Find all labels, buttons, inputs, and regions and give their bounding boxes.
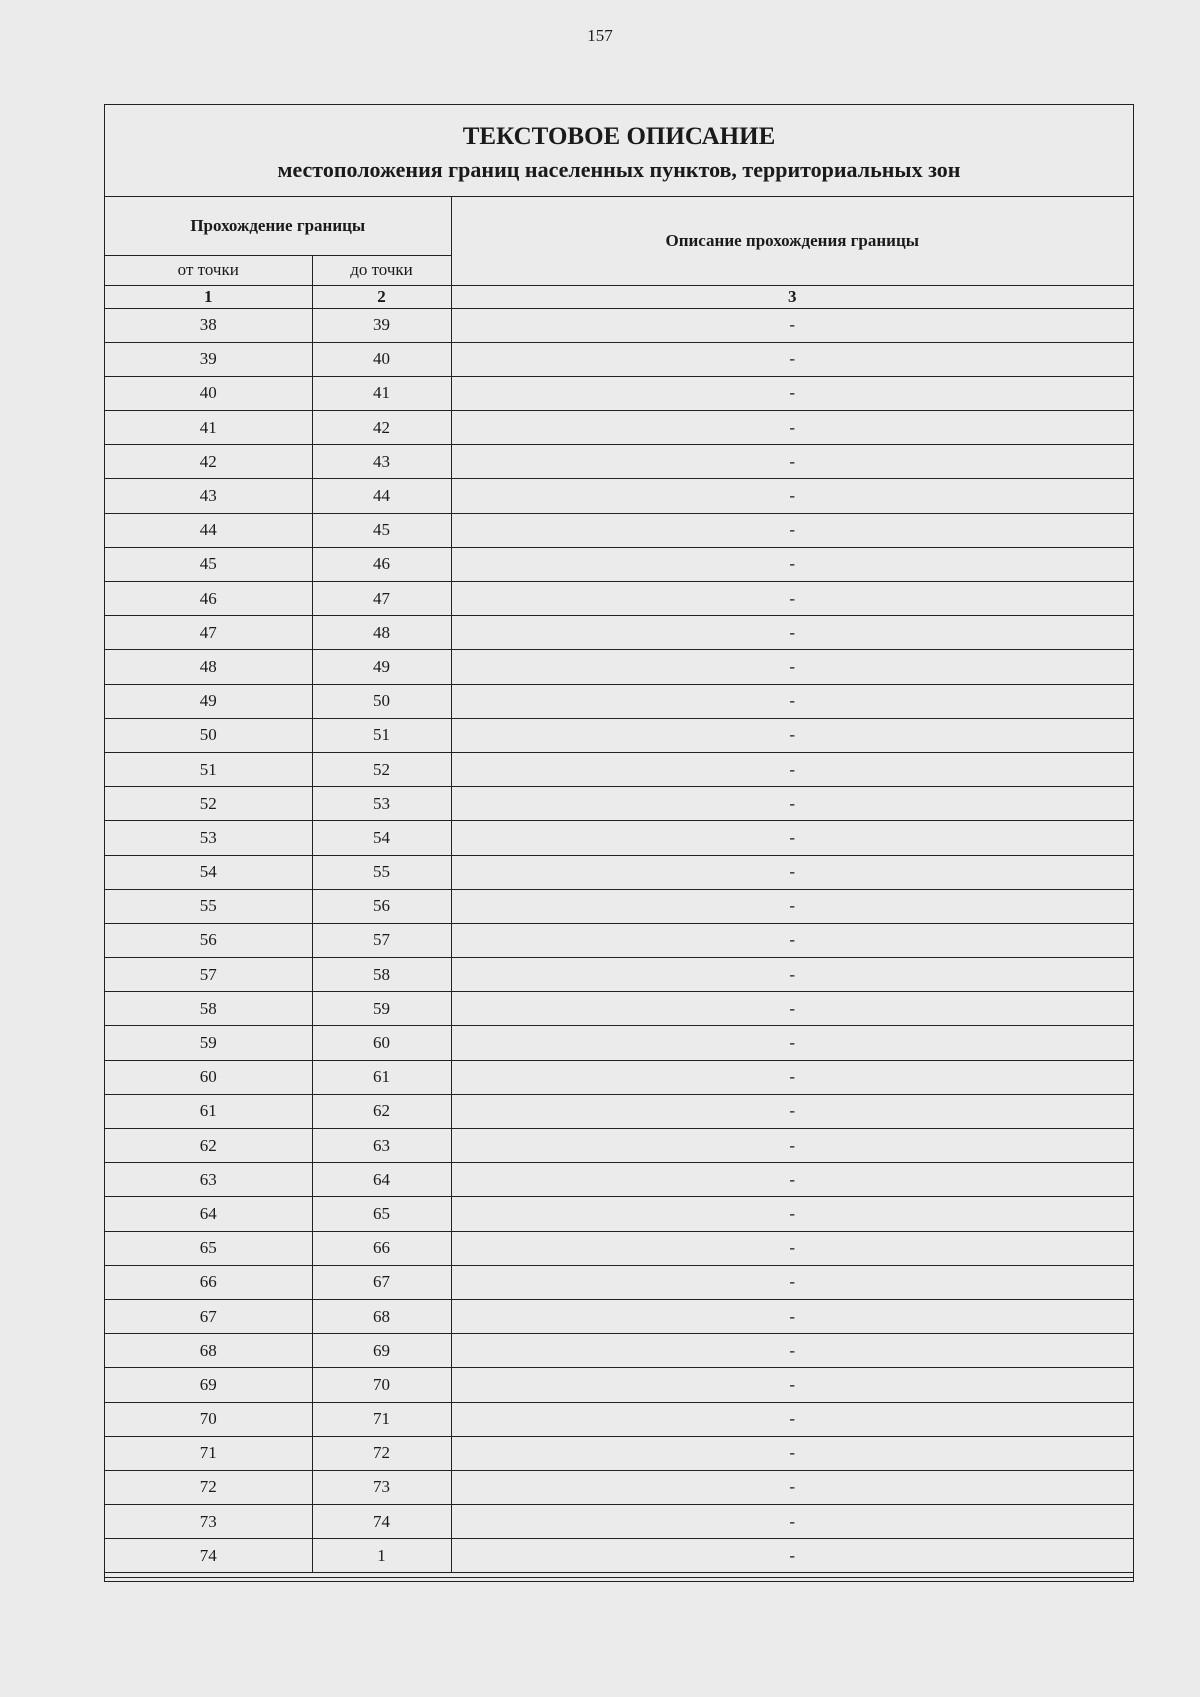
description-cell: - (451, 411, 1133, 445)
document-subtitle: местоположения границ населенных пунктов, территориальных зон (277, 157, 961, 182)
table-row (105, 616, 1133, 650)
table-row (105, 547, 1133, 581)
table-row (105, 684, 1133, 718)
from-point-cell: 41 (105, 411, 312, 445)
description-cell: - (451, 650, 1133, 684)
from-point-cell: 63 (105, 1163, 312, 1197)
to-point-cell: 51 (312, 718, 451, 752)
from-point-cell: 44 (105, 513, 312, 547)
description-cell: - (451, 479, 1133, 513)
table-row (105, 1505, 1133, 1539)
to-point-cell: 49 (312, 650, 451, 684)
from-point-cell: 70 (105, 1402, 312, 1436)
to-point-cell: 69 (312, 1334, 451, 1368)
table-row (105, 1334, 1133, 1368)
description-cell: - (451, 1299, 1133, 1333)
description-cell: - (451, 821, 1133, 855)
to-point-cell: 59 (312, 992, 451, 1026)
table-row (105, 1265, 1133, 1299)
description-cell: - (451, 1334, 1133, 1368)
from-point-cell: 39 (105, 342, 312, 376)
table-row (105, 821, 1133, 855)
from-point-cell: 56 (105, 923, 312, 957)
description-cell: - (451, 1505, 1133, 1539)
to-point-cell: 74 (312, 1505, 451, 1539)
description-cell: - (451, 1402, 1133, 1436)
description-cell: - (451, 1026, 1133, 1060)
table-row (105, 923, 1133, 957)
table-row (105, 376, 1133, 410)
table-row (105, 1129, 1133, 1163)
to-point-cell: 48 (312, 616, 451, 650)
table-row (105, 411, 1133, 445)
table-row (105, 958, 1133, 992)
from-point-cell: 53 (105, 821, 312, 855)
from-point-cell: 61 (105, 1094, 312, 1128)
description-cell: - (451, 958, 1133, 992)
description-cell: - (451, 992, 1133, 1026)
description-cell: - (451, 787, 1133, 821)
table-row (105, 1470, 1133, 1504)
description-cell: - (451, 1060, 1133, 1094)
from-point-cell: 59 (105, 1026, 312, 1060)
description-cell: - (451, 308, 1133, 342)
description-cell: - (451, 445, 1133, 479)
from-point-cell: 57 (105, 958, 312, 992)
table-row (105, 855, 1133, 889)
from-point-cell: 40 (105, 376, 312, 410)
to-point-cell: 39 (312, 308, 451, 342)
to-point-cell: 41 (312, 376, 451, 410)
from-point-cell: 55 (105, 889, 312, 923)
table-body (105, 308, 1133, 1573)
to-point-cell: 58 (312, 958, 451, 992)
document-title: ТЕКСТОВОЕ ОПИСАНИЕ (462, 123, 776, 150)
table-row (105, 1436, 1133, 1470)
to-point-cell: 72 (312, 1436, 451, 1470)
from-point-cell: 71 (105, 1436, 312, 1470)
table-row (105, 513, 1133, 547)
table-row (105, 1094, 1133, 1128)
document-frame (104, 104, 1134, 1582)
to-point-cell: 73 (312, 1470, 451, 1504)
to-point-cell: 67 (312, 1265, 451, 1299)
from-point-cell: 45 (105, 547, 312, 581)
description-cell: - (451, 923, 1133, 957)
to-point-cell: 1 (312, 1539, 451, 1573)
group-header: Прохождение границы (105, 197, 451, 255)
from-point-header: от точки (105, 255, 312, 285)
column-number: 1 (105, 285, 312, 308)
to-point-cell: 62 (312, 1094, 451, 1128)
description-cell: - (451, 1094, 1133, 1128)
from-point-cell: 66 (105, 1265, 312, 1299)
from-point-cell: 49 (105, 684, 312, 718)
description-cell: - (451, 1231, 1133, 1265)
to-point-cell: 65 (312, 1197, 451, 1231)
from-point-cell: 64 (105, 1197, 312, 1231)
from-point-cell: 69 (105, 1368, 312, 1402)
to-point-cell: 55 (312, 855, 451, 889)
to-point-cell: 60 (312, 1026, 451, 1060)
to-point-cell: 56 (312, 889, 451, 923)
to-point-cell: 54 (312, 821, 451, 855)
from-point-cell: 42 (105, 445, 312, 479)
from-point-cell: 48 (105, 650, 312, 684)
to-point-cell: 70 (312, 1368, 451, 1402)
to-point-cell: 52 (312, 752, 451, 786)
table-row (105, 889, 1133, 923)
description-cell: - (451, 1368, 1133, 1402)
description-cell: - (451, 1197, 1133, 1231)
table-row (105, 582, 1133, 616)
table-row (105, 479, 1133, 513)
table-row (105, 992, 1133, 1026)
table-row (105, 1368, 1133, 1402)
table-row (105, 1026, 1133, 1060)
to-point-cell: 57 (312, 923, 451, 957)
to-point-cell: 43 (312, 445, 451, 479)
from-point-cell: 62 (105, 1129, 312, 1163)
bottom-rule (105, 1577, 1133, 1578)
description-cell: - (451, 1436, 1133, 1470)
to-point-cell: 46 (312, 547, 451, 581)
table-row (105, 752, 1133, 786)
to-point-cell: 71 (312, 1402, 451, 1436)
from-point-cell: 47 (105, 616, 312, 650)
description-cell: - (451, 855, 1133, 889)
to-point-cell: 53 (312, 787, 451, 821)
description-cell: - (451, 752, 1133, 786)
description-cell: - (451, 684, 1133, 718)
to-point-cell: 40 (312, 342, 451, 376)
page-number: 157 (587, 26, 613, 45)
table-row (105, 1231, 1133, 1265)
description-cell: - (451, 1265, 1133, 1299)
from-point-cell: 73 (105, 1505, 312, 1539)
table-row (105, 718, 1133, 752)
table-row (105, 1197, 1133, 1231)
table-row (105, 1163, 1133, 1197)
description-cell: - (451, 1539, 1133, 1573)
from-point-cell: 38 (105, 308, 312, 342)
from-point-cell: 67 (105, 1299, 312, 1333)
description-header: Описание прохождения границы (451, 197, 1133, 285)
from-point-cell: 65 (105, 1231, 312, 1265)
title-block (105, 105, 1133, 197)
description-cell: - (451, 1129, 1133, 1163)
to-point-cell: 44 (312, 479, 451, 513)
description-cell: - (451, 513, 1133, 547)
description-cell: - (451, 616, 1133, 650)
description-cell: - (451, 342, 1133, 376)
from-point-cell: 60 (105, 1060, 312, 1094)
table-row (105, 1299, 1133, 1333)
from-point-cell: 74 (105, 1539, 312, 1573)
from-point-cell: 43 (105, 479, 312, 513)
description-cell: - (451, 1163, 1133, 1197)
to-point-cell: 66 (312, 1231, 451, 1265)
from-point-cell: 46 (105, 582, 312, 616)
description-cell: - (451, 547, 1133, 581)
table-row (105, 445, 1133, 479)
column-number: 3 (451, 285, 1133, 308)
from-point-cell: 68 (105, 1334, 312, 1368)
to-point-cell: 50 (312, 684, 451, 718)
to-point-cell: 45 (312, 513, 451, 547)
table-row (105, 308, 1133, 342)
to-point-cell: 63 (312, 1129, 451, 1163)
table-row (105, 1539, 1133, 1573)
from-point-cell: 50 (105, 718, 312, 752)
to-point-cell: 61 (312, 1060, 451, 1094)
to-point-cell: 47 (312, 582, 451, 616)
table-row (105, 1402, 1133, 1436)
from-point-cell: 51 (105, 752, 312, 786)
column-number: 2 (312, 285, 451, 308)
from-point-cell: 72 (105, 1470, 312, 1504)
table-row (105, 650, 1133, 684)
to-point-header: до точки (312, 255, 451, 285)
description-cell: - (451, 1470, 1133, 1504)
description-cell: - (451, 718, 1133, 752)
from-point-cell: 54 (105, 855, 312, 889)
from-point-cell: 58 (105, 992, 312, 1026)
table-row (105, 787, 1133, 821)
to-point-cell: 68 (312, 1299, 451, 1333)
to-point-cell: 64 (312, 1163, 451, 1197)
description-cell: - (451, 889, 1133, 923)
description-cell: - (451, 582, 1133, 616)
to-point-cell: 42 (312, 411, 451, 445)
table-row (105, 342, 1133, 376)
description-cell: - (451, 376, 1133, 410)
boundary-table (105, 197, 1133, 1573)
table-row (105, 1060, 1133, 1094)
from-point-cell: 52 (105, 787, 312, 821)
